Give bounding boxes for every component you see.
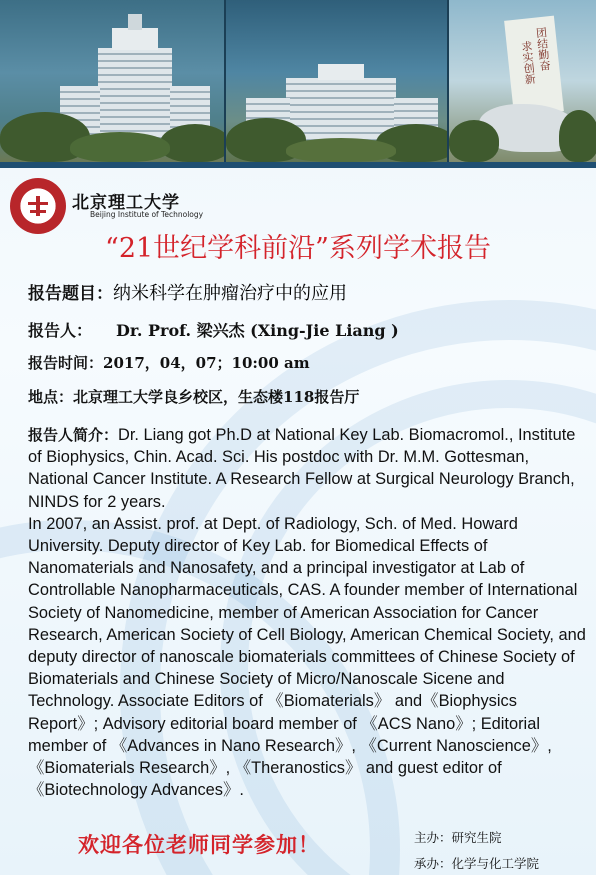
poster-title: “21世纪学科前沿”系列学术报告 xyxy=(105,233,491,264)
speaker-label: 报告人： xyxy=(28,321,93,340)
time-label: 报告时间： xyxy=(28,354,104,372)
speaker-bio xyxy=(28,424,588,801)
banner-divider xyxy=(0,162,596,168)
place-row xyxy=(28,386,359,407)
organizer: 主办：研究生院 xyxy=(414,830,502,845)
university-name-cn: 北京理工大学 xyxy=(72,193,180,213)
bio-text-1: Dr. Liang got Ph.D at National Key Lab. Biomacromol., Institute of Biophysics, Chin. Acad. Sci. His postdoc with Dr. M.M. Gottesman, National Cancer Institute. A Research Fellow at Surgical Neurology Branch, NINDS for 2 years. xyxy=(28,426,576,511)
time-row xyxy=(28,352,310,373)
place-label: 地点： xyxy=(28,388,74,406)
topic-label: 报告题目： xyxy=(28,284,113,304)
co-organizer: 承办：化学与化工学院 xyxy=(414,856,540,871)
motto-text: 团结勤奋 xyxy=(534,26,552,72)
campus-monument-photo xyxy=(447,0,596,162)
campus-photo-banner xyxy=(0,0,596,162)
university-name-en: Beijing Institute of Technology xyxy=(90,210,204,219)
bio-paragraph-1 xyxy=(28,424,588,513)
campus-building-photo xyxy=(224,0,447,162)
speaker-value: Dr. Prof. 梁兴杰 (Xing-Jie Liang ) xyxy=(116,321,399,340)
time-value: 2017，04，07；10:00 am xyxy=(103,354,310,372)
bio-label: 报告人简介： xyxy=(28,426,119,444)
motto-text: 求实创新 xyxy=(519,40,537,86)
topic-row xyxy=(28,279,347,305)
place-value: 北京理工大学良乡校区，生态楼118报告厅 xyxy=(73,388,360,406)
topic-value: 纳米科学在肿瘤治疗中的应用 xyxy=(113,283,347,304)
speaker-row xyxy=(28,318,399,341)
campus-building-photo xyxy=(0,0,224,162)
welcome-message: 欢迎各位老师同学参加！ xyxy=(78,832,320,857)
bio-paragraph-2: In 2007, an Assist. prof. at Dept. of Radiology, Sch. of Med. Howard University. Deputy director of Key Lab. for Biomedical Effects of Nanomaterials and Nanosafety, and a principal investigator at Lab of Controllable Nanopharmaceuticals, CAS. A founder member of International Society of Nanomedicine, member of American Association for Cancer Research, American Society of Cell Biology, American Chemical Society, and deputy director of nanoscale biomaterials committees of Chinese Society of Biomaterials and Chinese Society of Micro/Nanoscale Sicene and Technology. Associate Editors of 《Biomaterials》 and《Biophysics Report》; Advisory editorial board member of 《ACS Nano》; Editorial member of 《Advances in Nano Research》, 《Current Nanoscience》, 《Biomaterials Research》, 《Theranostics》 and guest editor of 《Biotechnology Advances》. xyxy=(28,514,586,800)
motto-stone xyxy=(504,16,564,117)
